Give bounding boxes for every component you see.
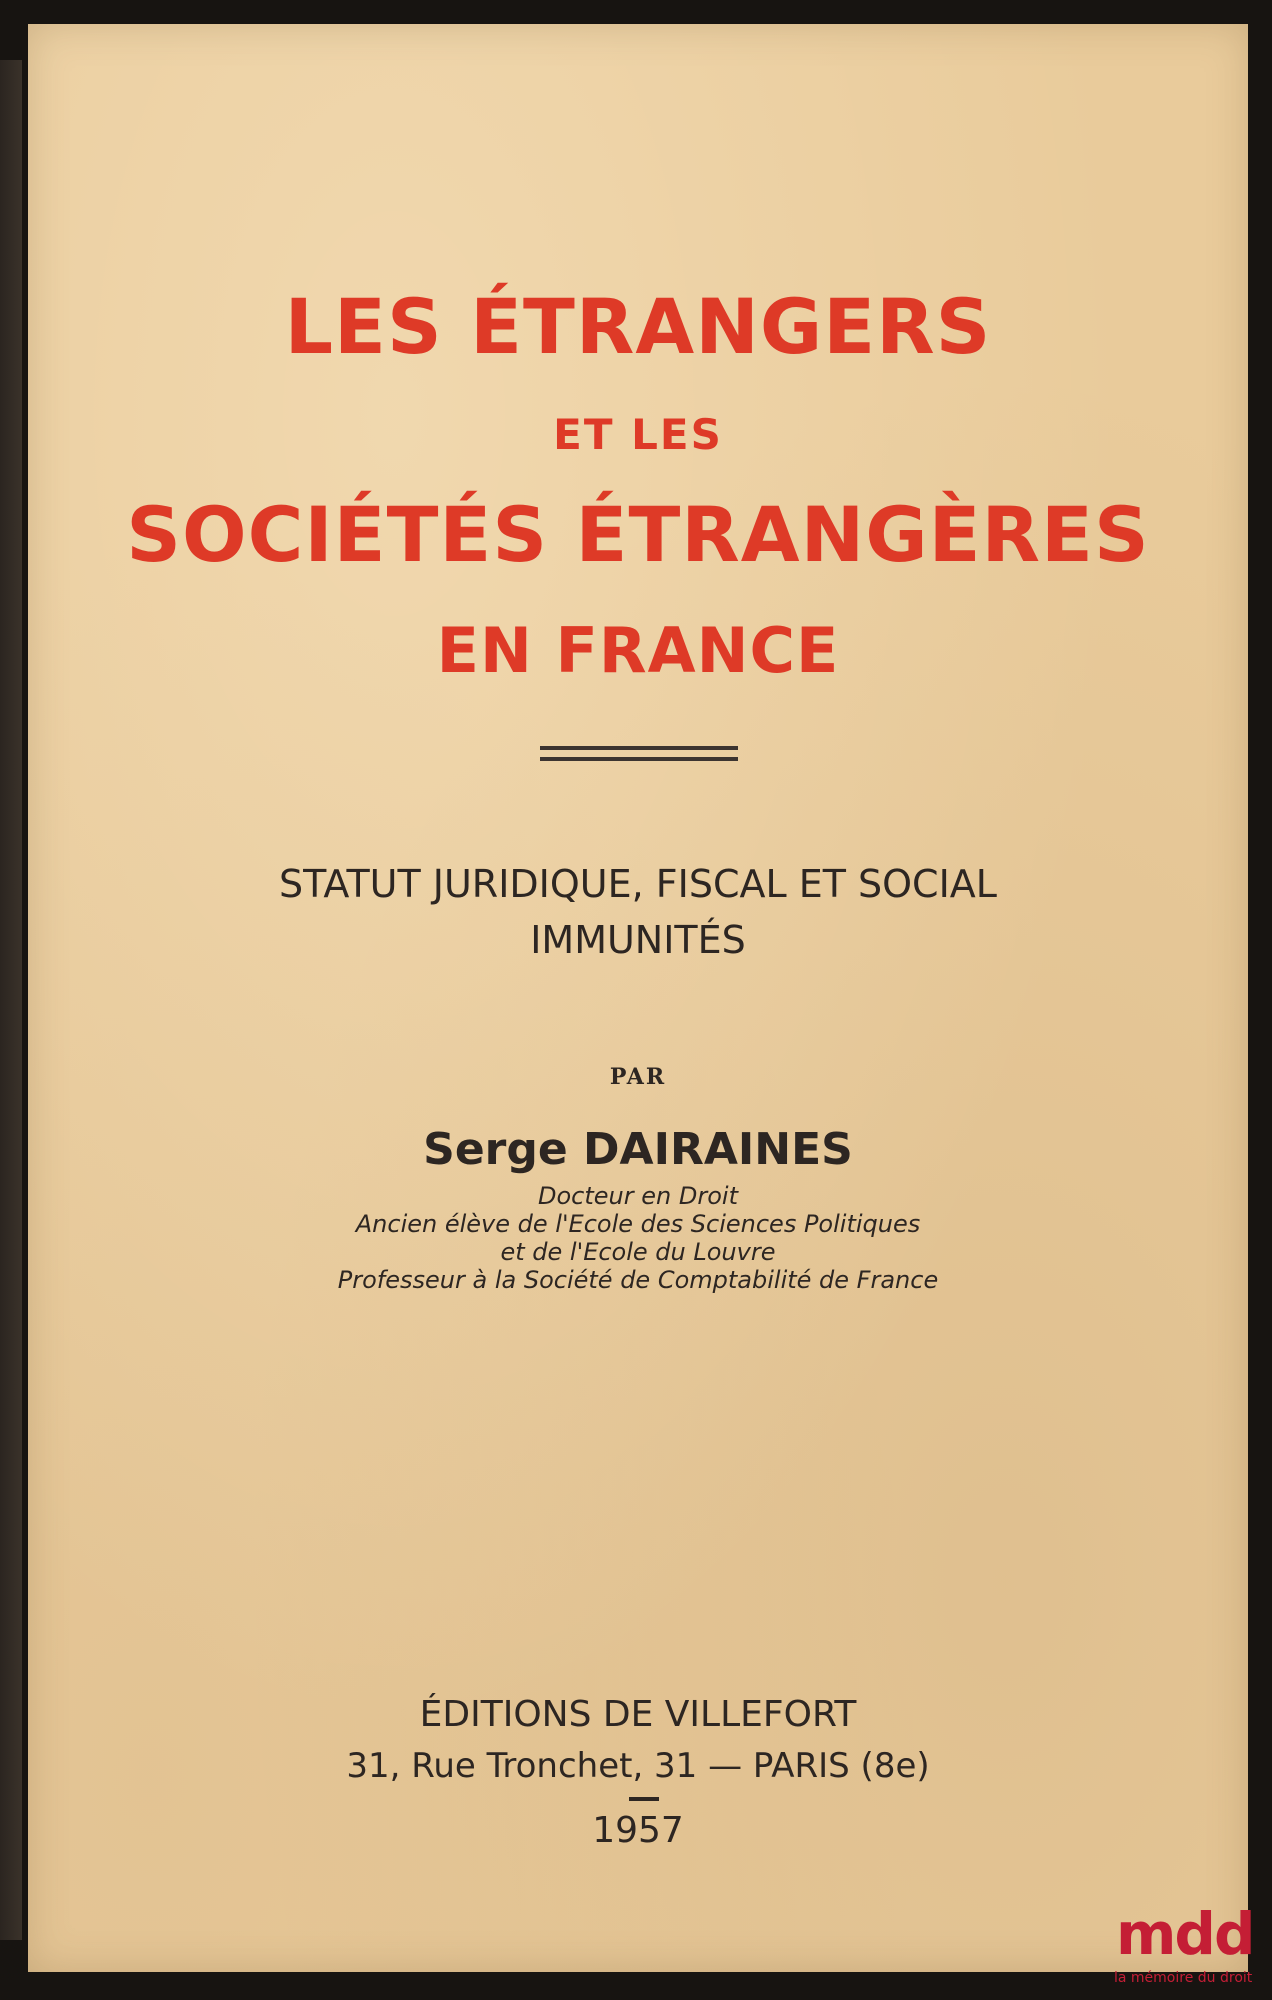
title-line-4: EN FRANCE — [436, 614, 840, 687]
credential-line: Ancien élève de l'Ecole des Sciences Politiques — [355, 1210, 921, 1238]
title-line-2: ET LES — [553, 410, 723, 459]
publisher-name: ÉDITIONS DE VILLEFORT — [419, 1694, 857, 1735]
double-rule-bottom — [540, 757, 738, 761]
subtitle-line-1: STATUT JURIDIQUE, FISCAL ET SOCIAL — [279, 862, 997, 906]
title-line-3: SOCIÉTÉS ÉTRANGÈRES — [126, 490, 1150, 579]
credential-line: et de l'Ecole du Louvre — [500, 1238, 776, 1266]
book-cover — [28, 24, 1248, 1972]
mdd-logo — [1106, 1886, 1266, 1996]
author-name: Serge DAIRAINES — [423, 1124, 853, 1175]
credential-line: Docteur en Droit — [538, 1182, 738, 1210]
publisher-address: 31, Rue Tronchet, 31 — PARIS (8e) — [346, 1746, 930, 1786]
mdd-logo-tagline: la mémoire du droit — [1114, 1970, 1253, 1986]
publication-year: 1957 — [592, 1810, 684, 1851]
mdd-logo-letters: mdd — [1116, 1900, 1254, 1968]
double-rule-top — [540, 746, 738, 750]
by-label: PAR — [609, 1064, 667, 1090]
credential-line: Professeur à la Société de Comptabilité de France — [337, 1266, 939, 1294]
subtitle-line-2: IMMUNITÉS — [530, 918, 746, 962]
separator-dash — [629, 1797, 659, 1801]
binding-edge — [0, 60, 22, 1940]
title-line-1: LES ÉTRANGERS — [284, 282, 992, 371]
